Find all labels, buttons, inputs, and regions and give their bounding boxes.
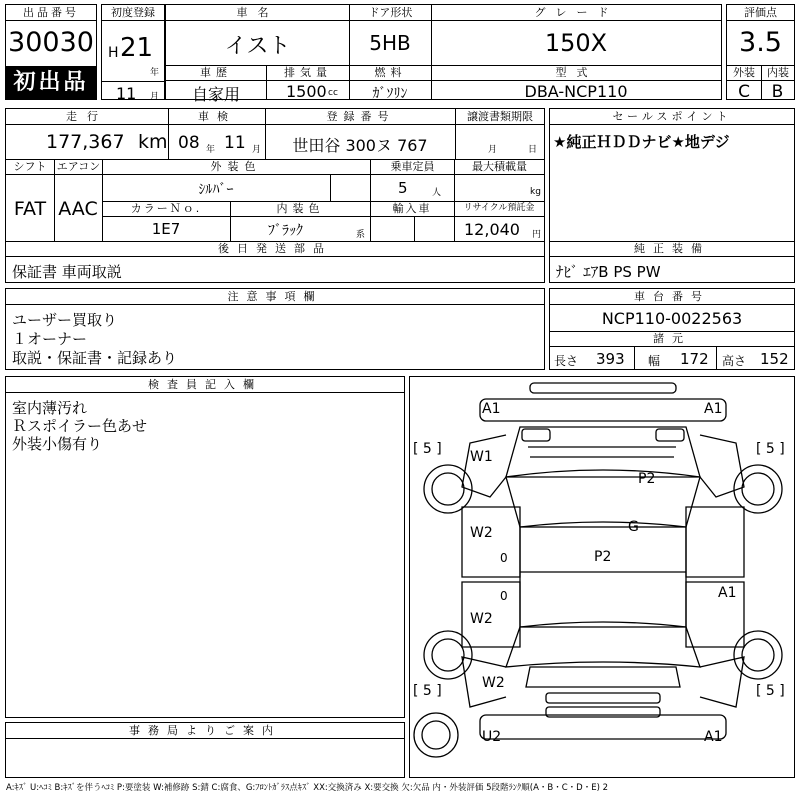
ext-color-label: 外装色 [102,159,370,175]
inspection-year: 08 [178,133,200,153]
first-reg-box [101,4,165,103]
score: 3.5 [739,27,782,58]
car-diagram-svg [410,377,794,777]
capacity-unit: 人 [432,188,442,198]
score-label: 評価点 [727,5,794,21]
transfer-month: 月 [488,145,498,155]
first-reg-month: 11 [116,84,137,103]
mark-g: G [628,519,639,535]
capacity-label: 乗車定員 [370,159,454,175]
transfer-label: 譲渡書類期限 [455,109,544,125]
notes-line-2: １オーナー [12,330,88,348]
width-label: 幅 [648,354,661,368]
history-label: 車歴 [166,65,266,81]
door-type: 5HB [369,31,411,55]
mark-a1-tr: A1 [704,401,723,417]
car-info-box [165,4,722,104]
inspector-line-3: 外装小傷有り [12,435,103,453]
mark-p2-top: P2 [638,471,656,487]
mark-a1-right: A1 [718,585,737,601]
interior-score: B [771,82,784,102]
chassis-box [549,288,795,370]
mileage-unit: km [138,131,168,153]
mark-p2-mid: P2 [594,549,612,565]
sales-label: セールスポイント [550,109,794,125]
int-color-label: 内装色 [230,201,370,217]
color-no-label: カラーＮｏ. [102,201,230,217]
tire-tr: [ 5 ] [756,441,785,457]
later-parts: 保証書 車両取説 [12,263,122,281]
sales-box [549,108,795,283]
load-unit: kg [530,187,541,197]
door-label: ドア形状 [349,5,431,21]
lot-number: 30030 [8,27,94,58]
shift-label: シフト [6,159,54,175]
height: 152 [760,350,789,368]
recycle-label: リサイクル預託金 [454,201,544,217]
score-box [726,4,795,100]
mileage: 177,367 [46,131,125,153]
import-label: 輸入車 [370,201,454,217]
capacity: 5 [398,179,408,197]
displacement: 1500 [286,82,327,101]
car-name: イスト [224,34,291,59]
mark-zero-a: 0 [500,551,508,565]
chassis-number: NCP110-0022563 [601,309,743,328]
tire-tl: [ 5 ] [413,441,442,457]
inspector-label: 検査員記入欄 [6,377,404,393]
damage-diagram [409,376,795,778]
ac-label: エアコン [54,159,102,175]
first-reg-label: 初度登録 [102,5,164,21]
reg-no: 世田谷 300ヌ 767 [292,136,428,155]
mark-w2-a: W2 [470,525,493,541]
height-label: 高さ [722,354,747,368]
office-box [5,722,405,778]
inspector-line-2: Ｒスポイラー色あせ [12,417,148,435]
sales-point: ★純正ＨＤＤナビ★地デジ [553,133,730,151]
equip-label: 純正装備 [550,241,794,257]
recycle: 12,040 [464,220,520,239]
ac: AAC [58,198,98,220]
inspection-month-unit: 月 [252,145,262,155]
first-reg-year: 21 [120,33,154,63]
length: 393 [596,350,625,368]
exterior-label: 外装 [727,65,761,81]
fuel: ｶﾞｿﾘﾝ [372,86,408,102]
model-label: 型式 [431,65,721,81]
equipment: ﾅﾋﾞ ｴｱB PS PW [556,263,661,281]
spec-label: 諸元 [550,331,794,347]
lot-number-label: 出品番号 [6,5,96,21]
chassis-label: 車台番号 [550,289,794,305]
int-color-unit: 系 [356,230,366,240]
tire-bl: [ 5 ] [413,683,442,699]
year-unit: 年 [150,68,160,78]
shift: FAT [13,198,47,220]
tire-br: [ 5 ] [756,683,785,699]
mark-w2-c: W2 [482,675,505,691]
mark-a1-bottom: A1 [704,729,723,745]
load-label: 最大積載量 [454,159,544,175]
month-unit: 月 [150,92,160,102]
mark-w1: W1 [470,449,493,465]
model: DBA-NCP110 [524,82,628,101]
mark-zero-b: 0 [500,589,508,603]
fuel-label: 燃料 [349,65,431,81]
detail-box [5,108,545,283]
car-name-label: 車名 [166,5,349,21]
inspector-line-1: 室内薄汚れ [12,399,88,417]
legend: A:ｷｽﾞ U:ﾍｺﾐ B:ｷｽﾞを伴うﾍｺﾐ P:要塗装 W:補修跡 S:錆 C:腐食、G:ﾌﾛﾝﾄｶﾞﾗｽ点ｷｽﾞ XX:交換済み X:要交換 欠:欠品 内・外装評価 5段階ﾗﾝｸ順(A・B・C・D・E) 2 [6,783,609,793]
notes-line-1: ユーザー買取り [12,311,118,329]
inspector-box [5,376,405,718]
displacement-label: 排気量 [266,65,349,81]
width: 172 [680,350,709,368]
office-label: 事務局よりご案内 [6,723,404,739]
color-no: 1E7 [151,220,181,238]
transfer-day: 日 [528,145,538,155]
mark-u2: U2 [482,729,502,745]
mileage-label: 走行 [6,109,168,125]
grade-label: グレード [431,5,721,21]
notes-box [5,288,545,370]
mark-w2-b: W2 [470,611,493,627]
first-listing-badge [5,66,97,100]
exterior-score: C [738,82,750,102]
length-label: 長さ [554,354,579,368]
era: H [108,45,119,61]
displacement-unit: cc [328,88,338,98]
mark-a1-tl: A1 [482,401,501,417]
history: 自家用 [191,85,240,104]
notes-line-3: 取説・保証書・記録あり [12,349,178,367]
inspection-year-unit: 年 [206,145,216,155]
int-color: ﾌﾞﾗｯｸ [268,223,303,239]
ext-color: ｼﾙﾊﾞｰ [198,182,234,198]
reg-no-label: 登録番号 [265,109,455,125]
notes-label: 注意事項欄 [6,289,544,305]
inspection-label: 車検 [168,109,265,125]
inspection-month: 11 [224,133,246,153]
grade: 150X [544,29,608,57]
interior-label: 内装 [761,65,794,81]
first-listing-text: 初出品 [13,70,89,95]
recycle-unit: 円 [532,230,542,240]
later-parts-label: 後日発送部品 [6,241,544,257]
